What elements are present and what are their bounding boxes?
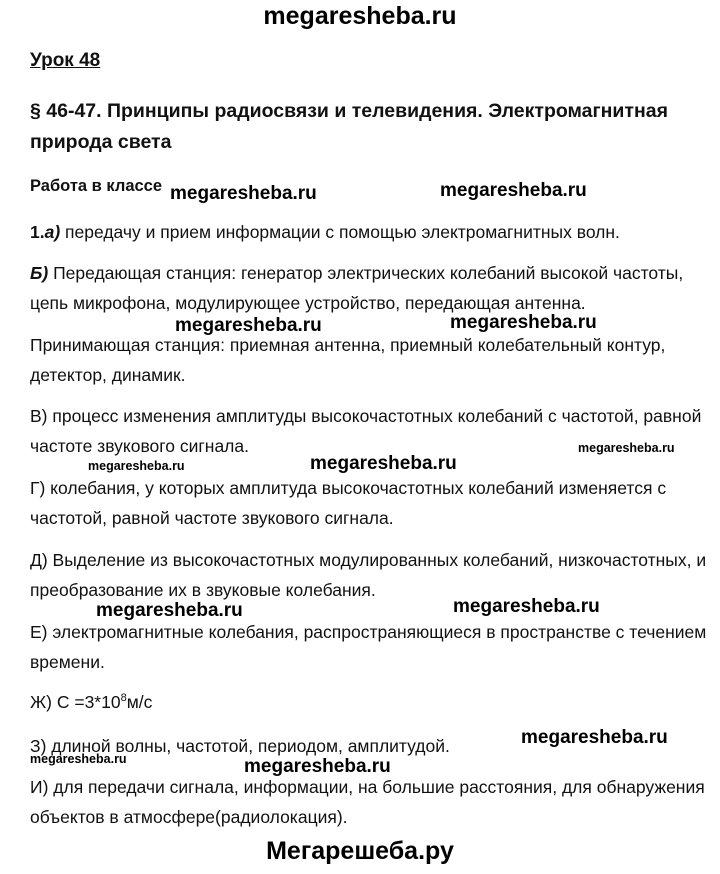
watermark: megaresheba.ru bbox=[170, 183, 317, 204]
watermark: megaresheba.ru bbox=[578, 441, 675, 455]
answer-b bbox=[30, 258, 715, 318]
answer-zh-suffix: м/с bbox=[126, 692, 153, 712]
answer-a-label: а) bbox=[44, 222, 61, 242]
answer-a bbox=[30, 217, 715, 247]
answer-zh bbox=[30, 687, 715, 717]
watermark: megaresheba.ru bbox=[440, 180, 587, 201]
watermark: megaresheba.ru bbox=[244, 756, 391, 777]
answer-g: Г) колебания, у которых амплитуда высокочастотных колебаний изменяется с частотой, равной частоте звукового сигнала. bbox=[30, 478, 667, 528]
answer-i: И) для передачи сигнала, информации, на большие расстояния, для обнаружения объектов в атмосфере(радиолокация). bbox=[30, 777, 705, 827]
site-header: megaresheba.ru bbox=[263, 2, 457, 30]
task-number: 1. bbox=[30, 222, 45, 242]
answer-b-receiver: Принимающая станция: приемная антенна, приемный колебательный контур, детектор, динамик. bbox=[30, 335, 666, 385]
watermark: megaresheba.ru bbox=[30, 752, 127, 766]
answer-zh-exponent: 8 bbox=[120, 692, 127, 705]
answer-e: Е) электромагнитные колебания, распространяющиеся в пространстве с течением времени. bbox=[30, 622, 707, 672]
watermark: megaresheba.ru bbox=[450, 312, 597, 333]
answer-v: В) процесс изменения амплитуды высокочастотных колебаний с частотой, равной частоте звукового сигнала. bbox=[30, 406, 702, 456]
answer-b-label: Б) bbox=[30, 263, 49, 283]
watermark: megaresheba.ru bbox=[521, 727, 668, 748]
answer-d: Д) Выделение из высокочастотных модулированных колебаний, низкочастотных, и преобразование их в звуковые колебания. bbox=[30, 550, 707, 600]
section-title: § 46-47. Принципы радиосвязи и телевидения. Электромагнитная природа света bbox=[30, 100, 668, 153]
lesson-title: Урок 48 bbox=[30, 50, 101, 71]
watermark: megaresheba.ru bbox=[88, 459, 185, 473]
answer-b-text: Передающая станция: генератор электрических колебаний высокой частоты, цепь микрофона, модулирующее устройство, передающая антенна. bbox=[30, 263, 684, 313]
site-footer: Мегарешеба.ру bbox=[266, 837, 454, 865]
watermark: megaresheba.ru bbox=[96, 600, 243, 621]
answer-zh-prefix: Ж) С =3*10 bbox=[30, 692, 121, 712]
class-work-heading: Работа в классе bbox=[30, 177, 163, 195]
answer-z: З) длиной волны, частотой, периодом, амплитудой. bbox=[30, 736, 450, 756]
watermark: megaresheba.ru bbox=[310, 453, 457, 474]
watermark: megaresheba.ru bbox=[453, 596, 600, 617]
answer-a-text: передачу и прием информации с помощью электромагнитных волн. bbox=[60, 222, 620, 242]
watermark: megaresheba.ru bbox=[175, 315, 322, 336]
